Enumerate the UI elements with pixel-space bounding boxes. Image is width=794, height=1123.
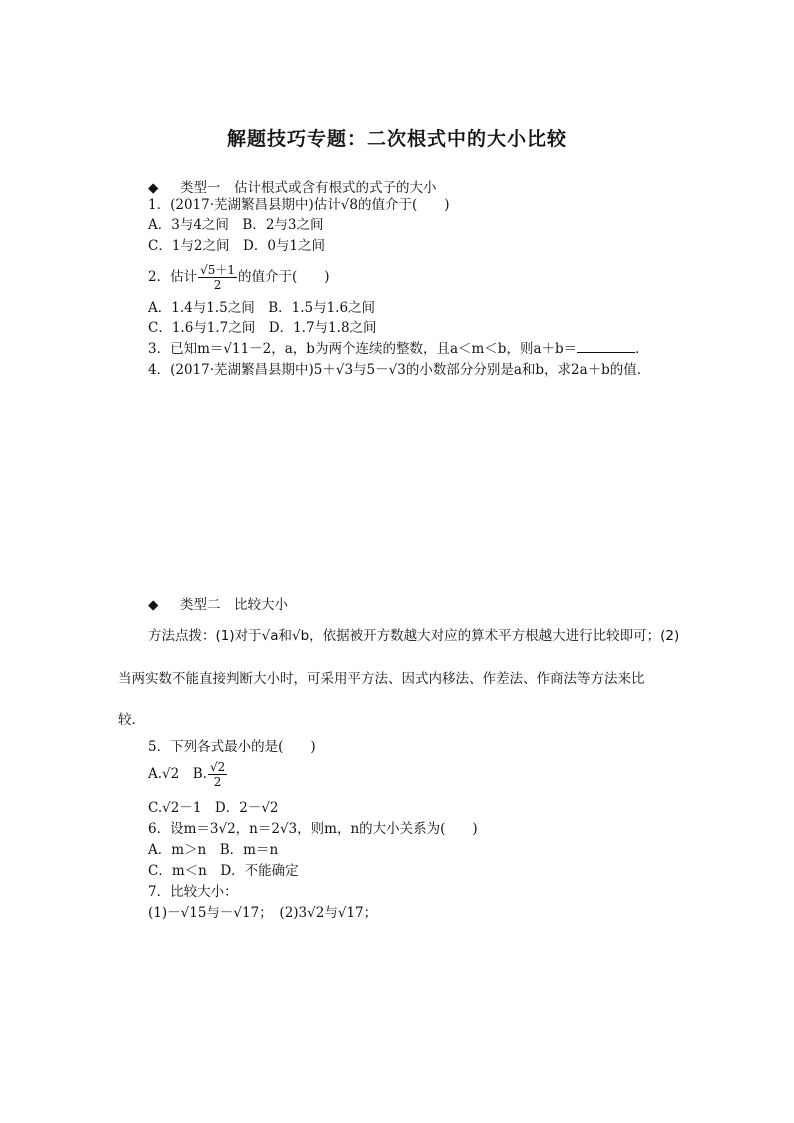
question-6: 6．设m＝3√2，n＝2√3，则m，n的大小关系为( ) xyxy=(148,821,478,837)
section-1-label: 类型一 估计根式或含有根式的式子的大小 xyxy=(180,180,437,196)
question-2-options-ab: A．1.4与1.5之间 B．1.5与1.6之间 xyxy=(148,300,376,316)
question-6-options-ab: A．m＞n B．m＝n xyxy=(148,842,279,858)
question-3 xyxy=(148,341,649,357)
question-2 xyxy=(148,263,330,292)
question-7: 7．比较大小： xyxy=(148,884,238,900)
question-7-parts: (1)－√15与－√17； (2)3√2与√17； xyxy=(148,905,378,921)
fraction-numerator: √2 xyxy=(209,760,226,774)
page-title: 解题技巧专题：二次根式中的大小比较 xyxy=(226,128,567,150)
question-3-text: 3．已知m＝√11－2，a，b为两个连续的整数，且a＜m＜b，则a＋b＝ xyxy=(148,341,578,357)
method-note-line-3: 较． xyxy=(118,712,145,728)
section-1-heading xyxy=(148,176,437,196)
question-5-options-cd: C.√2－1 D．2－√2 xyxy=(148,800,279,816)
question-1: 1．(2017·芜湖繁昌县期中)估计√8的值介于( ) xyxy=(148,197,450,213)
option-b-fraction xyxy=(208,760,227,789)
fraction-numerator: √5＋1 xyxy=(200,263,236,277)
option-a-text: A.√2 B. xyxy=(148,766,207,782)
fraction-denominator: 2 xyxy=(213,278,222,292)
question-5-options-ab xyxy=(148,760,228,789)
question-1-options-cd: C．1与2之间 D．0与1之间 xyxy=(148,238,326,254)
question-5: 5．下列各式最小的是( ) xyxy=(148,739,316,755)
method-note-line-1: 方法点拨：(1)对于√a和√b，依据被开方数越大对应的算术平方根越大进行比较即可；(2) xyxy=(148,628,680,644)
answer-blank[interactable] xyxy=(577,341,635,353)
question-2-suffix: 的值介于( ) xyxy=(238,269,330,285)
diamond-bullet-icon: ◆ xyxy=(148,597,159,613)
section-2-heading xyxy=(148,593,288,613)
method-note-line-2: 当两实数不能直接判断大小时，可采用平方法、因式内移法、作差法、作商法等方法来比 xyxy=(118,671,645,687)
question-3-end: ． xyxy=(635,341,649,357)
question-2-options-cd: C．1.6与1.7之间 D．1.7与1.8之间 xyxy=(148,320,377,336)
question-2-fraction xyxy=(198,263,237,292)
diamond-bullet-icon: ◆ xyxy=(148,180,159,196)
question-6-options-cd: C．m＜n D．不能确定 xyxy=(148,863,299,879)
question-1-options-ab: A．3与4之间 B．2与3之间 xyxy=(148,217,324,233)
fraction-denominator: 2 xyxy=(213,775,222,789)
question-2-prefix: 2．估计 xyxy=(148,269,198,285)
question-4: 4．(2017·芜湖繁昌县期中)5＋√3与5－√3的小数部分分别是a和b，求2a＋b的值． xyxy=(148,362,651,378)
section-2-label: 类型二 比较大小 xyxy=(180,597,288,613)
